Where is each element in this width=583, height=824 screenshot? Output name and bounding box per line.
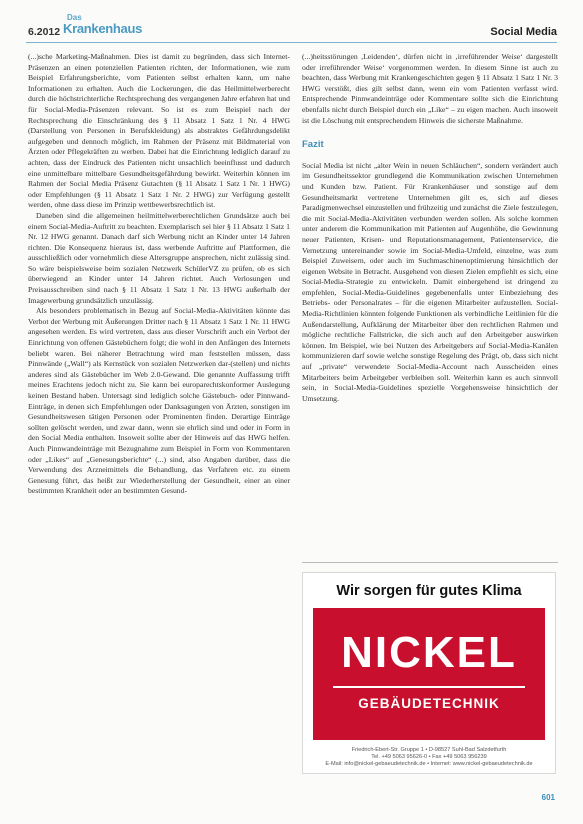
right-column bbox=[302, 52, 558, 404]
ad-slogan: Wir sorgen für gutes Klima bbox=[336, 583, 522, 599]
left-column bbox=[28, 52, 290, 497]
page-number: 601 bbox=[541, 793, 555, 802]
ad-contact-web[interactable]: E-Mail: info@nickel-gebaeudetechnik.de • Internet: www.nickel-gebaeudetechnik.de bbox=[325, 761, 533, 767]
paragraph: Daneben sind die allgemeinen heilmittelwerberechtlichen Grundsätze auch bei einem Social-Media-Auftritt zu beachten. Exemplarisch sei hier § 11 Absatz 1 Satz 1 Nr. 12 HWG genannt. Danach darf sich Werbung nicht an Kinder unter 14 Jahren richten. Die Konsequenz hieraus ist, dass werbende Auftritte auf Plattformen, die ausschließlich oder vornehmlich diese Altersgruppe ansprechen, nicht zulässig sind. So wäre beispielsweise beim sozialen Netzwerk SchülerVZ zu prüfen, ob es sich überwiegend an Kinder unter 14 Jahren richtet. Auch Verlosungen und Preisausschreiben sind nach § 11 Absatz 1 Satz 1 Nr. 13 HWG außerhalb der Imagewerbung grundsätzlich unzulässig. bbox=[28, 210, 290, 305]
logo-small-text: Das bbox=[67, 13, 82, 22]
ad-brand-sub: GEBÄUDETECHNIK bbox=[358, 696, 500, 711]
fazit-heading: Fazit bbox=[302, 139, 324, 151]
ad-brand-box bbox=[313, 608, 545, 740]
ad-brand-name: NICKEL bbox=[341, 628, 517, 677]
page-header bbox=[0, 0, 583, 44]
paragraph: Social Media ist nicht „alter Wein in neuen Schläuchen“, sondern verändert auch im Gesundheitssektor grundlegend die Kommunikation zwischen Unternehmen und Kunden bzw. Patient. Für Krankenhäuser und sonstige auf dem Gesundheitsmarkt vertretene Unternehmen gilt es, sich auf dieses Paradigmenwechsel einzustellen und frühzeitig und zunächst die Ziele festzulegen, die mit Social-Media-Aktivitäten verbunden werden sollen. Als solche kommen unter anderem die Kommunikation mit Patienten auf Augenhöhe, die Gewinnung neuer Patienten, Krisen- und Reputationsmanagement, Patientenservice, die Vernetzung untereinander sowie im Social-Media-Umfeld, einzelne, was zum Beispiel Zuweisern, oder auch im Suchmaschinenoptimierung hinsichtlich der eigenen Website in Betracht. Ausgehend von diesen Zielen empfiehlt es sich, eine Social-Media-Strategie zu entwickeln. Damit einhergehend ist dringend zu empfehlen, Social-Media-Guidelines gegebenenfalls unter Einbeziehung des Betriebs- oder Personalrates – für die eigenen Mitarbeiter aufzustellen. Social-Media-Richtlinien könnten folgende Funktionen als verbindliche Leitlinien für die Außendarstellung, Aufklärung der Mitarbeiter über den rechtlichen Rahmen und mögliche rechtliche Fallstricke, die sich auch auf den Arbeitgeber auswirken können. Im Beispiel, wie bei Nutzen des Arbeitgebers auf Social-Media-Kanälen kommunizieren darf sowie welche sonstige Regelung des Prägt, ob, dass sich nicht auf „private“ verwendete Social-Media-Account nach Ausscheiden eines Mitarbeiters beim Arbeitgeber verbleiben soll. Weiterhin kann es auch sinnvoll sein, in Social-Media-Guidelines spezielle Vorgehensweise hinsichtlich der Umsetzung. bbox=[302, 160, 558, 403]
header-rule bbox=[26, 42, 557, 43]
paragraph: (...)sche Marketing-Maßnahmen. Dies ist damit zu begründen, dass sich Internet-Präsenzen an einen potenziellen Patienten richten, der Informationen, wie zum Beispiel Erfahrungsberichte, vom Patienten selbst erhalten kann, um nahe Informationen zu erhalten. Auch die Lockerungen, die das Heilmittelwerberecht durch die höchstrichterliche Rechtsprechung des vergangenen Jahre erfahren hat und für Social-Media-Präsenzen relevant. So ist es zum Beispiel nach der Rechtsprechung die Einschränkung des § 11 Absatz 1 Satz 1 Nr. 4 HWG (Darstellung von Personen in Berufskleidung) als abstraktes Gefährdungsdelikt aufgegeben und dennoch möglich, im Rahmen der Präsenz mit Bildmaterial von Ärzten oder Pflegekräften zu werben. Dabei hat die Einrichtung lediglich darauf zu achten, dass der Eindruck des Patienten nicht unsachlich beeinflusst und dadurch eine unmittelbare mittelbare Gesundheitsgefährdung bewirkt. Weiterhin können im Rahmen der Social Media Präsenz Gutachten (§ 11 Absatz 1 Satz 1 Nr. 1 HWG) oder Empfehlungen (§ 11 Absatz 1 Satz 1 Nr. 2 HWG) zur Verfügung gestellt werden, ohne dass diese im Prinzip wettbewerbsrechtlich ist. bbox=[28, 52, 290, 210]
paragraph: Als besonders problematisch in Bezug auf Social-Media-Aktivitäten könnte das Verbot der Werbung mit Äußerungen Dritter nach § 11 Absatz 1 Satz 1 Nr. 11 HWG angesehen werden. Es wird vertreten, dass aus dieser Vorschrift auch ein Verbot der Einrichtung von offenen Gästebüchern folgt; die wohl in den Anfängen des Internets beliebt waren. Bei näherer Betrachtung wird man feststellen müssen, dass Pinnwände („Wall“) als Kernstück von sozialen Netzwerken dar-(stellen) und nichts anderes sind als Gästebücher im Web 2.0-Gewand. Die genannte Auffassung trifft meines Erachtens jedoch nicht zu. Sie kann bei europarechtskonformer Auslegung keinen Bestand haben. Untersagt sind lediglich solche Gästebuch- oder Pinnwand-Einträge, in denen sich Empfehlungen oder Danksagungen von Ärzten, sonstigen im Gesundheitswesen tätigen Personen oder Prominenten finden. Derartige Einträge sollten gelöscht werden, und zwar dann, wenn sie ehrlich sind und oder in Form in den Social Media enthalten. Insoweit sollte aber der Hinweis auf das HWG helfen. Auch Pinnwandeinträge mit Bezugnahme zum Beispiel in Form von Kommentaren oder „Likes“ auf „Genesungsberichte“ (...) sind, also Angaben darüber, dass die Verwendung des Arzneimittels die Behandlung, das Verfahren etc. zu einem Genesung führt, das heißt zur Wiederherstellung der Gesundheit, einer an einer bestimmten Krankheit oder an bestimmten Gesund- bbox=[28, 306, 290, 496]
advertisement[interactable] bbox=[302, 572, 556, 774]
paragraph: (...)heitsstörungen ,Leidenden‘, dürfen nicht in ‚irreführender Weise‘ dargestellt oder irreführender Weise‘ vorgenommen werden. In diesem Sinne ist auch zu beachten, dass Werbung mit Krankengeschichten gegen § 11 Absatz 1 Satz 1 Nr. 3 HWG verstößt, dies gilt selbst dann, wenn ein vom Patienten verfasst wird. Entsprechende Pinnwandeinträge oder Kommentare sollte sich die Einrichtung ebenfalls nicht durch Beispiel durch ein „Like“ – zu eigen machen. Auch insoweit ist die Löschung mit entsprechendem Hinweis die sicherste Maßnahme. bbox=[302, 52, 558, 125]
ad-divider bbox=[333, 686, 525, 688]
issue-number: 6.2012 bbox=[28, 26, 61, 38]
ad-contact-address: Friedrich-Ebert-Str. Gruppe 1 • D-98527 Suhl-Bad Salzdetfurth bbox=[351, 747, 507, 753]
ad-contact-phone: Tel. +49 5063 95626-0 • Fax +49 5063 956239 bbox=[371, 754, 487, 760]
logo-big-text: Krankenhaus bbox=[63, 21, 143, 36]
journal-logo bbox=[63, 13, 143, 39]
article-end-rule bbox=[302, 562, 558, 563]
section-title: Social Media bbox=[490, 26, 557, 38]
